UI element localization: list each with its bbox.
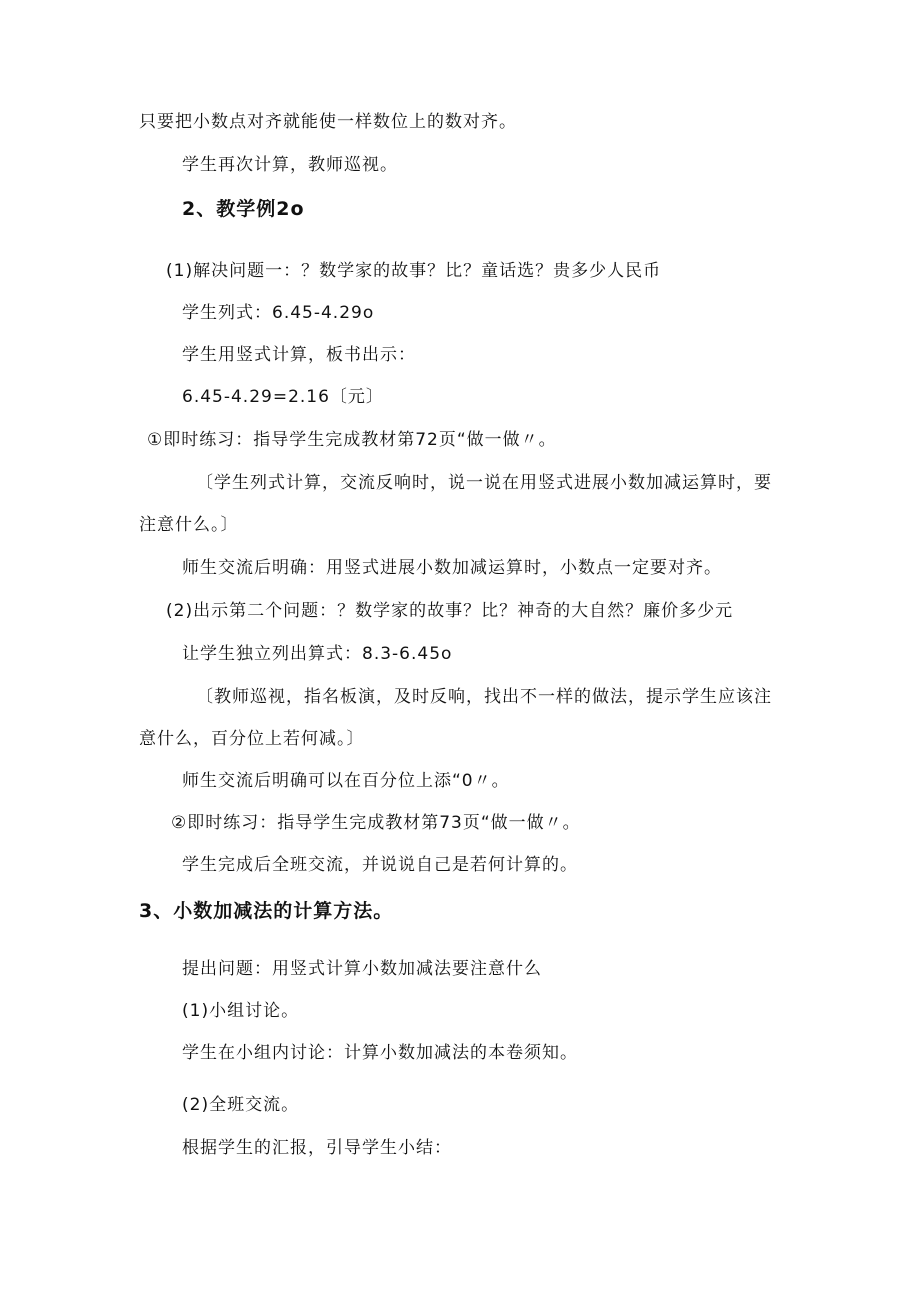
paragraph-line: 师生交流后明确可以在百分位上添“0〃。 <box>182 771 510 791</box>
paragraph-line: 〔学生列式计算，交流反响时，说一说在用竖式进展小数加减运算时，要 <box>196 473 772 493</box>
paragraph-line: (1)小组讨论。 <box>182 1001 300 1021</box>
paragraph-line: 让学生独立列出算式：8.3-6.45o <box>182 644 453 664</box>
paragraph-line: (1)解决问题一：？数学家的故事？比？童话选？贵多少人民币 <box>166 261 662 281</box>
paragraph-line: 学生再次计算，教师巡视。 <box>182 155 398 175</box>
paragraph-line: 只要把小数点对齐就能使一样数位上的数对齐。 <box>139 112 517 132</box>
section-heading: 3、小数加减法的计算方法。 <box>139 900 394 922</box>
paragraph-line: 6.45-4.29=2.16〔元〕 <box>182 387 384 407</box>
paragraph-line: 学生完成后全班交流，并说说自己是若何计算的。 <box>182 855 578 875</box>
paragraph-line: 师生交流后明确：用竖式进展小数加减运算时，小数点一定要对齐。 <box>182 558 722 578</box>
paragraph-line: (2)出示第二个问题：？数学家的故事？比？神奇的大自然？廉价多少元 <box>166 601 734 621</box>
paragraph-line: 提出问题：用竖式计算小数加减法要注意什么 <box>182 959 542 979</box>
paragraph-line: ①即时练习：指导学生完成教材第72页“做一做〃。 <box>147 430 557 450</box>
paragraph-line: 学生用竖式计算，板书出示： <box>182 345 416 365</box>
paragraph-line: 学生列式：6.45-4.29o <box>182 303 375 323</box>
paragraph-line: (2)全班交流。 <box>182 1095 300 1115</box>
paragraph-line: 〔教师巡视，指名板演，及时反响，找出不一样的做法，提示学生应该注 <box>196 687 772 707</box>
paragraph-line: ②即时练习：指导学生完成教材第73页“做一做〃。 <box>171 813 581 833</box>
paragraph-line: 学生在小组内讨论：计算小数加减法的本卷须知。 <box>182 1043 578 1063</box>
paragraph-line: 意什么，百分位上若何减。〕 <box>139 729 365 749</box>
paragraph-line: 注意什么。〕 <box>139 515 239 535</box>
paragraph-line: 根据学生的汇报，引导学生小结： <box>182 1138 452 1158</box>
section-heading: 2、教学例2o <box>182 198 305 220</box>
